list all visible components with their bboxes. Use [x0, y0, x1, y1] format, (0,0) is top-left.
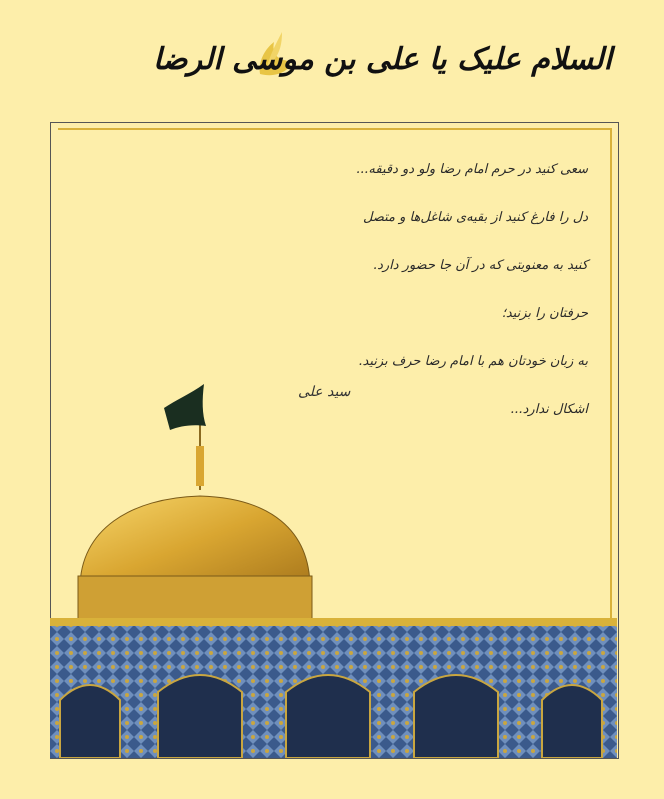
finial [196, 446, 204, 486]
page-title: السلام علیک یا علی بن موسی الرضا [153, 42, 612, 77]
quote-line: به زبان خودتان هم با امام رضا حرف بزنید. [358, 354, 588, 369]
shrine-illustration [50, 380, 617, 758]
quote-line: حرفتان را بزنید؛ [501, 306, 588, 321]
quote-line: سعی کنید در حرم امام رضا ولو دو دقیقه... [356, 162, 588, 177]
facade-cornice [50, 618, 617, 626]
quote-line: دل را فارغ کنید از بقیه‌ی شاغل‌ها و متصل [363, 210, 588, 225]
golden-dome [80, 496, 310, 588]
quote-line: کنید به معنویتی که در آن جا حضور دارد. [372, 258, 588, 273]
header [153, 30, 620, 100]
dome-drum [78, 576, 312, 620]
quote-line: اشکال ندارد... [510, 402, 588, 417]
signature: سید علی [298, 384, 351, 400]
